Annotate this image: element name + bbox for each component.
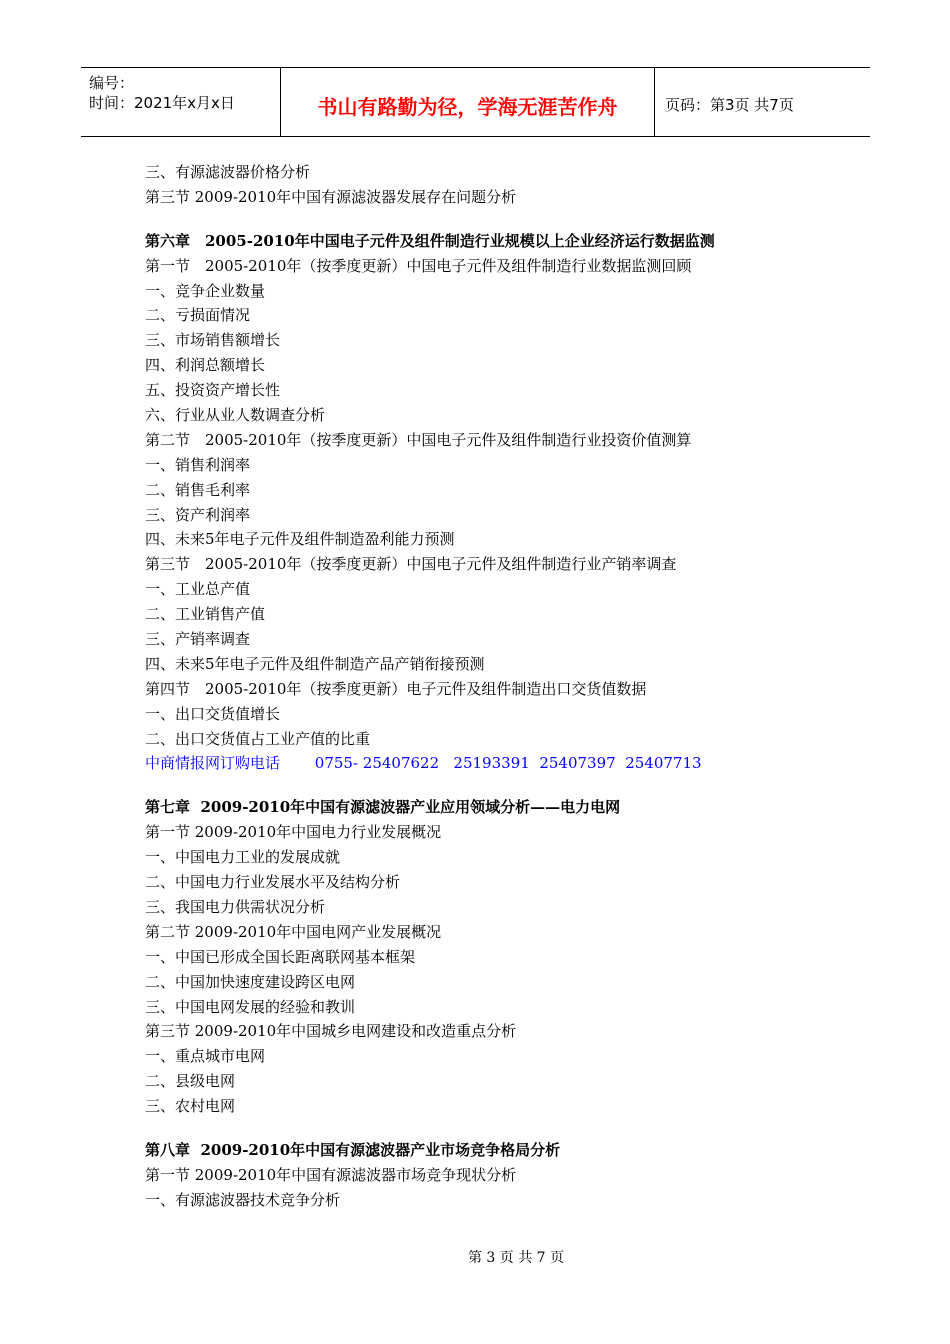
toc-line: 第三节 2009-2010年中国有源滤波器发展存在问题分析 [145, 187, 517, 206]
toc-line: 三、资产利润率 [145, 505, 251, 524]
toc-line: 三、市场销售额增长 [145, 331, 281, 350]
paragraph-spacer [145, 776, 865, 795]
toc-line: 二、县级电网 [145, 1072, 236, 1091]
toc-line: 第四节 2005-2010年（按季度更新）电子元件及组件制造出口交货值数据 [145, 679, 647, 698]
header-page-indicator: 页码：第3页 共7页 [665, 95, 794, 114]
toc-line: 第三节 2005-2010年（按季度更新）中国电子元件及组件制造行业产销率调查 [145, 555, 677, 574]
toc-line: 二、中国加快速度建设跨区电网 [145, 972, 356, 991]
toc-line: 一、出口交货值增长 [145, 704, 281, 723]
toc-line: 三、产销率调查 [145, 630, 251, 649]
toc-line: 五、投资资产增长性 [145, 381, 281, 400]
toc-line: 一、重点城市电网 [145, 1047, 266, 1066]
toc-line: 二、亏损面情况 [145, 306, 251, 325]
header-meta-cell [81, 68, 281, 136]
header-motto: 书山有路勤为径，学海无涯苦作舟 [281, 68, 655, 136]
toc-line: 一、中国已形成全国长距离联网基本框架 [145, 947, 416, 966]
toc-line: 三、农村电网 [145, 1097, 236, 1116]
toc-line: 第二节 2005-2010年（按季度更新）中国电子元件及组件制造行业投资价值测算 [145, 430, 692, 449]
page-header [81, 67, 870, 137]
page-footer: 第 3 页 共 7 页 [467, 1250, 565, 1266]
toc-line: 六、行业从业人数调查分析 [145, 406, 326, 425]
toc-line: 二、工业销售产值 [145, 605, 266, 624]
toc-line: 四、未来5年电子元件及组件制造产品产销衔接预测 [145, 654, 485, 673]
order-phone-line: 中商情报网订购电话 0755- 25407622 25193391 25407397 25407713 [145, 754, 702, 773]
toc-line: 二、出口交货值占工业产值的比重 [145, 729, 371, 748]
toc-line: 第二节 2009-2010年中国电网产业发展概况 [145, 922, 442, 941]
document-number-label: 编号： [89, 74, 135, 92]
toc-line: 第三节 2009-2010年中国城乡电网建设和改造重点分析 [145, 1022, 517, 1041]
paragraph-spacer [145, 210, 865, 229]
document-time-label: 时间：2021年x月x日 [89, 94, 235, 112]
toc-line: 一、竞争企业数量 [145, 281, 266, 300]
toc-line: 一、中国电力工业的发展成就 [145, 848, 341, 867]
chapter-heading: 第六章 2005-2010年中国电子元件及组件制造行业规模以上企业经济运行数据监测 [145, 231, 715, 250]
toc-line: 四、未来5年电子元件及组件制造盈利能力预测 [145, 530, 455, 549]
chapter-heading: 第八章 2009-2010年中国有源滤波器产业市场竞争格局分析 [145, 1140, 561, 1159]
toc-line: 三、中国电网发展的经验和教训 [145, 997, 356, 1016]
toc-line: 四、利润总额增长 [145, 356, 266, 375]
chapter-heading: 第七章 2009-2010年中国有源滤波器产业应用领域分析——电力电网 [145, 798, 621, 817]
document-body [145, 160, 865, 1213]
toc-line: 二、销售毛利率 [145, 480, 251, 499]
toc-line: 一、销售利润率 [145, 455, 251, 474]
toc-line: 一、工业总产值 [145, 580, 251, 599]
toc-line: 第一节 2009-2010年中国有源滤波器市场竞争现状分析 [145, 1165, 517, 1184]
toc-line: 二、中国电力行业发展水平及结构分析 [145, 873, 401, 892]
toc-line: 第一节 2009-2010年中国电力行业发展概况 [145, 823, 442, 842]
paragraph-spacer [145, 1119, 865, 1138]
toc-line: 第一节 2005-2010年（按季度更新）中国电子元件及组件制造行业数据监测回顾 [145, 256, 692, 275]
toc-line: 三、有源滤波器价格分析 [145, 163, 311, 181]
toc-line: 一、有源滤波器技术竞争分析 [145, 1190, 341, 1209]
toc-line: 三、我国电力供需状况分析 [145, 897, 326, 916]
